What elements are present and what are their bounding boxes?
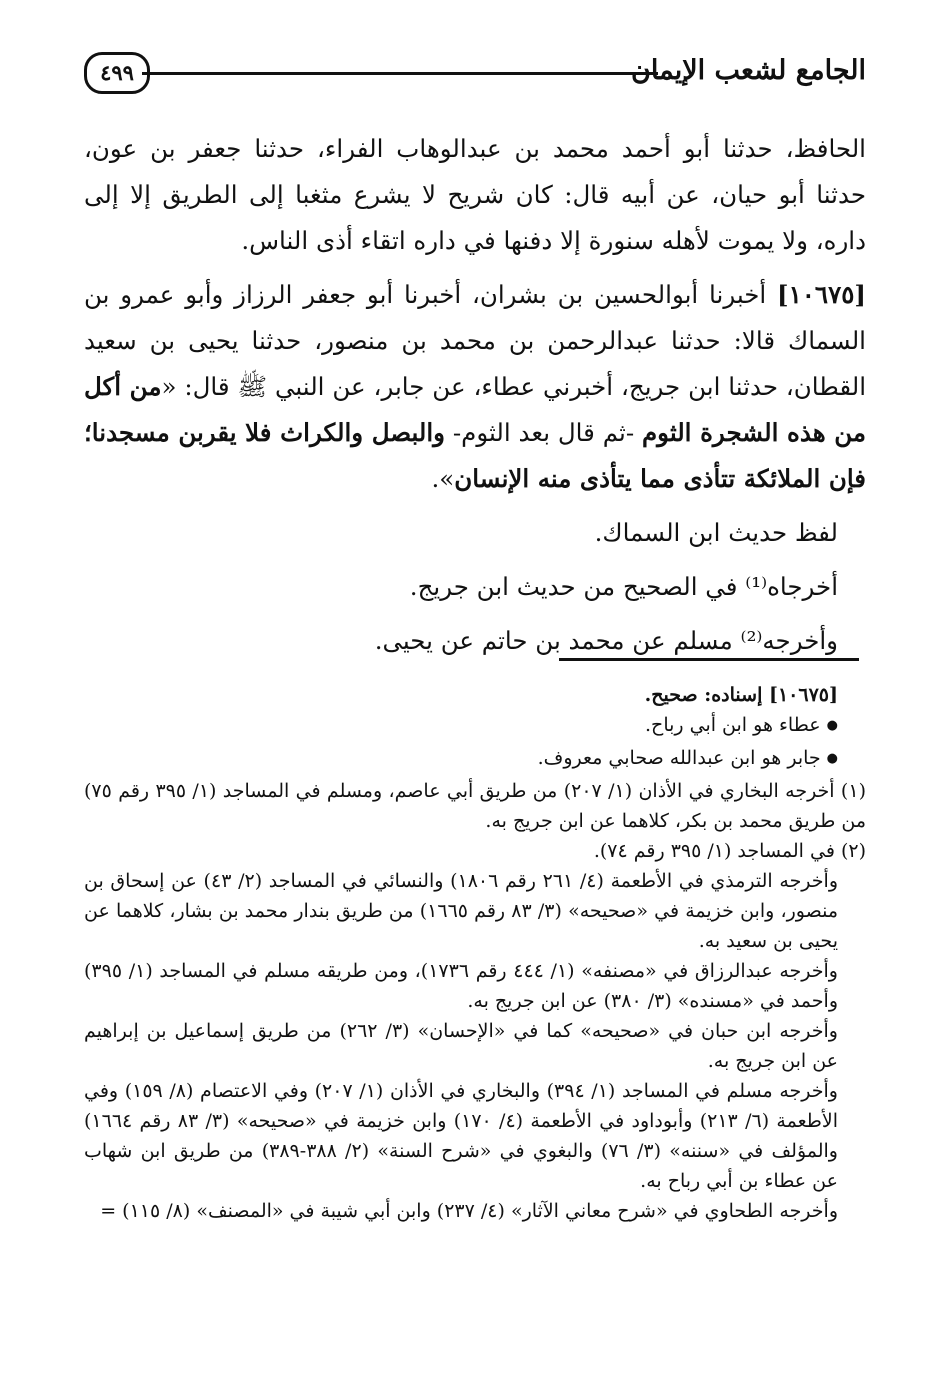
hadith-text-1: من أكل من هذه الشجرة الثوم [84, 372, 866, 447]
main-text [84, 126, 866, 668]
takhrij-lines [84, 506, 866, 668]
page-number-badge: ٤٩٩ [84, 52, 150, 94]
footnote-2-part-c: وأخرجه ابن حبان في «صحيحه» كما في «الإحسان» (٣/ ٢٦٢) من طريق إسماعيل بن إبراهيم عن ابن جريج به. [84, 1020, 838, 1072]
footnote-2-part-b: وأخرجه عبدالرزاق في «مصنفه» (١/ ٤٤٤ رقم ١٧٣٦)، ومن طريقه مسلم في المساجد (١/ ٣٩٥) وأحمد في «مسنده» (٣/ ٣٨٠) عن ابن جريج به. [84, 960, 838, 1012]
paragraph-hadith [84, 272, 866, 502]
hadith-number: [١٠٦٧٥] [777, 280, 866, 309]
bullet-note-1: ● عطاء هو ابن أبي رباح. [84, 710, 866, 743]
isnad-text: أخبرنا أبوالحسين بن بشران، أخبرنا أبو جعفر الرزاز وأبو عمرو بن السماك قالا: حدثنا عبدالرحمن بن محمد بن منصور، حدثنا يحيى بن سعيد القطان، حدثنا ابن جريج، أخبرني عطاء، عن جابر، عن النبي ﷺ قال: « [84, 280, 866, 401]
page-header [84, 44, 866, 104]
header-rule [142, 72, 658, 75]
footnote-2-part-a: وأخرجه الترمذي في الأطعمة (٤/ ٢٦١ رقم ١٨٠٦) والنسائي في المساجد (٢/ ٤٣) عن إسحاق بن منصور، وابن خزيمة في «صحيحه» (٣/ ٨٣ رقم ١٦٦٥) من طريق بندار محمد بن بشار، كلاهما عن يحيى بن سعيد به. [84, 870, 838, 952]
takhrij-line-2: أخرجاه⁽¹⁾ في الصحيح من حديث ابن جريج. [409, 572, 838, 601]
isnad-note [84, 680, 866, 710]
isnad-grade: صحيح. [644, 684, 698, 706]
takhrij-line-1: لفظ حديث ابن السماك. [594, 518, 838, 547]
footnote-divider [559, 658, 859, 661]
isnad-label: [١٠٦٧٥] إسناده: [697, 684, 838, 706]
footnotes [84, 680, 866, 1226]
footnote-2: (٢) في المساجد (١/ ٣٩٥ رقم ٧٤). [593, 840, 866, 862]
footnote-2-part-d: وأخرجه مسلم في المساجد (١/ ٣٩٤) والبخاري في الأذان (١/ ٢٠٧) وفي الاعتصام (٨/ ١٥٩) وفي الأطعمة (٦/ ٢١٣) وأبوداود في الأطعمة (٤/ ١٧٠) وابن خزيمة في «صحيحه» (٣/ ٨٣ رقم ١٦٦٤) والمؤلف في «سننه» (٣/ ٧٦) والبغوي في «شرح السنة» (٢/ ٣٨٨-٣٨٩) من طريق ابن شهاب عن عطاء بن أبي رباح به. [84, 1080, 838, 1192]
footnote-1: (١) أخرجه البخاري في الأذان (١/ ٢٠٧) من طريق أبي عاصم، ومسلم في المساجد (١/ ٣٩٥ رقم ٧٥) من طريق محمد بن بكر، كلاهما عن ابن جريج به. [84, 780, 866, 832]
hadith-interjection: -ثم قال بعد الثوم- [445, 418, 642, 447]
hadith-end: ». [431, 464, 455, 493]
bullet-note-2: ● جابر هو ابن عبدالله صحابي معروف. [84, 743, 866, 776]
paragraph-1: الحافظ، حدثنا أبو أحمد محمد بن عبدالوهاب الفراء، حدثنا جعفر بن عون، حدثنا أبو حيان، عن أبيه قال: كان شريح لا يشرع مثغبا إلى الطريق إلا إلى داره، ولا يموت لأهله سنورة إلا دفنها في داره اتقاء أذى الناس. [84, 134, 866, 255]
running-title: الجامع لشعب الإيمان [631, 55, 866, 86]
takhrij-line-3: وأخرجه⁽²⁾ مسلم عن محمد بن حاتم عن يحيى. [374, 626, 838, 655]
footnote-2-part-e: وأخرجه الطحاوي في «شرح معاني الآثار» (٤/ ٢٣٧) وابن أبي شيبة في «المصنف» (٨/ ١١٥) = [100, 1200, 838, 1222]
hadith-text-2: والبصل والكراث فلا يقربن مسجدنا؛ فإن الملائكة تتأذى مما يتأذى منه الإنسان [84, 418, 866, 493]
